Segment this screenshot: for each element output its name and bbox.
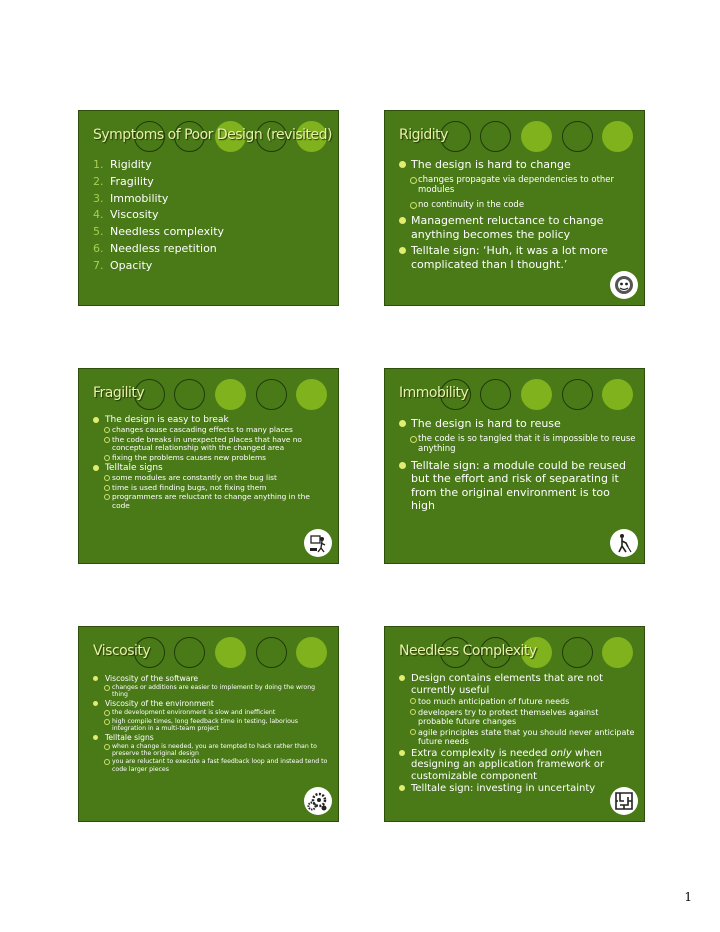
- bullet-item: Extra complexity is needed only when designing an application framework or customizable component: [399, 748, 636, 783]
- slide-title: Needless Complexity: [399, 643, 537, 659]
- bullet-item: Viscosity of the software: [93, 674, 330, 683]
- sub-bullet-item: the development environment is slow and inefficient: [93, 709, 330, 716]
- slide-body: [93, 415, 330, 511]
- slide-rigidity: [384, 110, 645, 306]
- list-item: 4. Viscosity: [93, 208, 159, 222]
- list-item: 7. Opacity: [93, 258, 153, 272]
- bullet-item: Management reluctance to change anything becomes the policy: [399, 214, 636, 241]
- sub-bullet-item: no continuity in the code: [399, 200, 636, 211]
- bullet-item: Telltale sign: ‘Huh, it was a lot more complicated than I thought.’: [399, 244, 636, 271]
- walking-figure-icon: [610, 529, 638, 557]
- bullet-item: Design contains elements that are not currently useful: [399, 673, 636, 696]
- slide-title: Viscosity: [93, 643, 151, 659]
- gears-icon: [304, 787, 332, 815]
- slide-title: Fragility: [93, 385, 145, 401]
- sub-bullet-item: time is used finding bugs, not fixing them: [93, 484, 330, 493]
- sub-bullet-item: developers try to protect themselves against probable future changes: [399, 708, 636, 727]
- bullet-item: Telltale sign: investing in uncertainty: [399, 783, 636, 795]
- numbered-list: [93, 157, 330, 275]
- sub-bullet-item: the code breaks in unexpected places that have no conceptual relationship with the changed area: [93, 436, 330, 453]
- page-number: 1: [684, 890, 692, 904]
- bullet-item: The design is hard to reuse: [399, 417, 636, 431]
- bullet-item: Telltale signs: [93, 733, 330, 742]
- slide-body: [399, 417, 636, 516]
- slide-title: Rigidity: [399, 127, 448, 143]
- slide-needless-complexity: [384, 626, 645, 822]
- list-item: 3. Immobility: [93, 191, 169, 205]
- bullet-item: The design is easy to break: [93, 415, 330, 425]
- sub-bullet-item: changes propagate via dependencies to other modules: [399, 175, 636, 196]
- slide-body: [399, 673, 636, 796]
- sub-bullet-item: high compile times, long feedback time in testing, laborious integration in a multi-team project: [93, 718, 330, 732]
- slide-fragility: [78, 368, 339, 564]
- sub-bullet-item: when a change is needed, you are tempted to hack rather than to preserve the original design: [93, 743, 330, 757]
- list-item: 1. Rigidity: [93, 158, 152, 171]
- sub-bullet-item: fixing the problems causes new problems: [93, 454, 330, 463]
- slide-viscosity: [78, 626, 339, 822]
- slide-title: Symptoms of Poor Design (revisited): [93, 127, 332, 143]
- maze-icon: [610, 787, 638, 815]
- slide-body: [399, 158, 636, 274]
- sub-bullet-item: changes cause cascading effects to many places: [93, 426, 330, 435]
- worker-figure-icon: [304, 529, 332, 557]
- sub-bullet-item: some modules are constantly on the bug list: [93, 474, 330, 483]
- sub-bullet-item: agile principles state that you should never anticipate future needs: [399, 728, 636, 747]
- list-item: 6. Needless repetition: [93, 241, 217, 255]
- bullet-item: Viscosity of the environment: [93, 699, 330, 708]
- bullet-item: Telltale sign: a module could be reused but the effort and risk of separating it from the original environment is too high: [399, 459, 636, 513]
- list-item: 5. Needless complexity: [93, 225, 225, 239]
- slide-title: Immobility: [399, 385, 469, 401]
- sub-bullet-item: you are reluctant to execute a fast feedback loop and instead tend to code larger pieces: [93, 758, 330, 772]
- list-item: 2. Fragility: [93, 174, 154, 188]
- sub-bullet-item: changes or additions are easier to implement by doing the wrong thing: [93, 684, 330, 698]
- sub-bullet-item: programmers are reluctant to change anything in the code: [93, 493, 330, 510]
- slide-immobility: [384, 368, 645, 564]
- slide-body: [93, 674, 330, 774]
- cartoon-face-icon: [610, 271, 638, 299]
- sub-bullet-item: too much anticipation of future needs: [399, 697, 636, 707]
- bullet-item: Telltale signs: [93, 463, 330, 473]
- sub-bullet-item: the code is so tangled that it is impossible to reuse anything: [399, 434, 636, 455]
- slide-body: [93, 157, 330, 275]
- slide-symptoms: [78, 110, 339, 306]
- bullet-item: The design is hard to change: [399, 158, 636, 172]
